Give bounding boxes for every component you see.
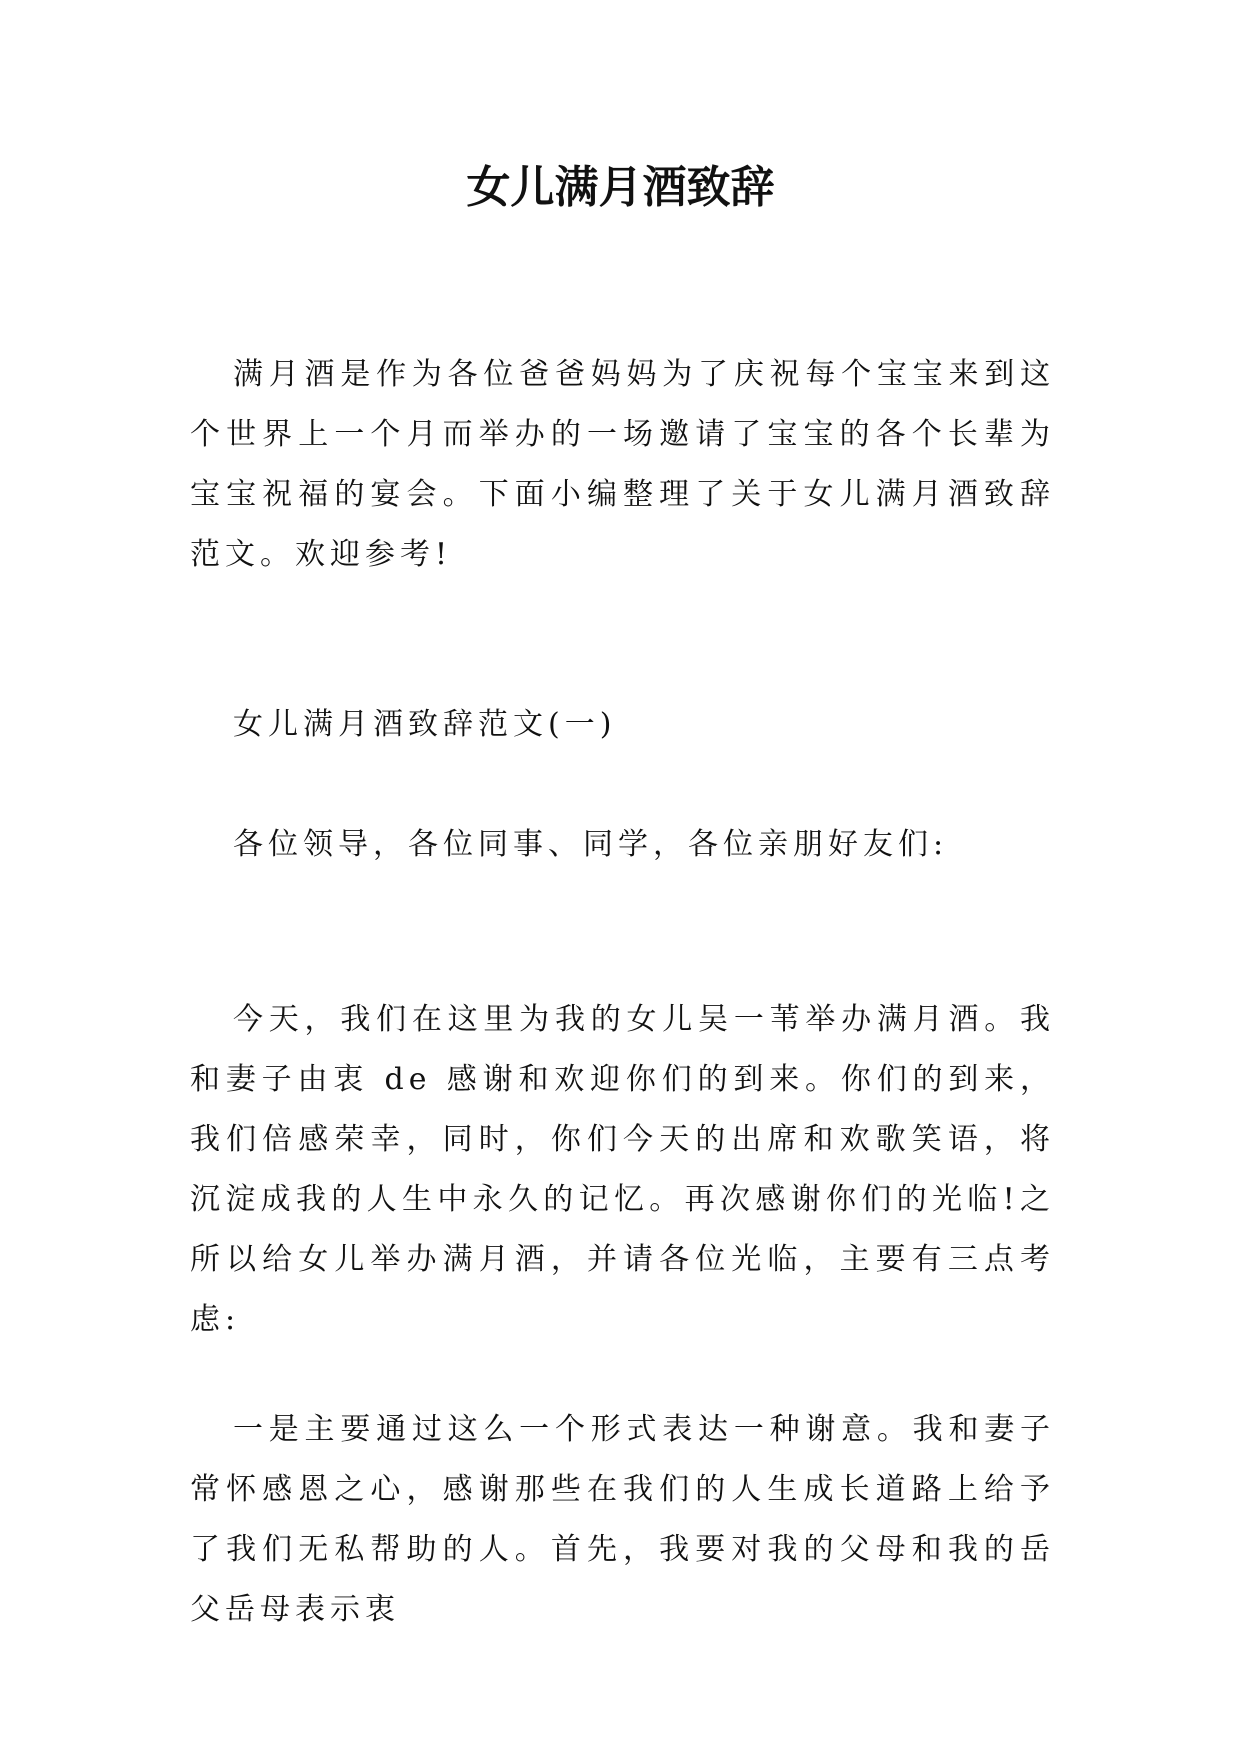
section-heading: 女儿满月酒致辞范文(一) xyxy=(233,707,617,742)
body-paragraph: 今天，我们在这里为我的女儿吴一苇举办满月酒。我和妻子由衷 de 感谢和欢迎你们的到来。你们的到来，我们倍感荣幸，同时，你们今天的出席和欢歌笑语，将沉淀成我的人生中永久的记忆。再次感谢你们的光临!之所以给女儿举办满月酒，并请各位光临，主要有三点考虑: xyxy=(190,1002,1055,1337)
body-paragraph: 一是主要通过这么一个形式表达一种谢意。我和妻子常怀感恩之心，感谢那些在我们的人生成长道路上给予了我们无私帮助的人。首先，我要对我的父母和我的岳父岳母表示衷 xyxy=(190,1412,1055,1627)
salutation-paragraph: 各位领导，各位同事、同学，各位亲朋好友们: xyxy=(233,827,949,862)
intro-paragraph: 满月酒是作为各位爸爸妈妈为了庆祝每个宝宝来到这个世界上一个月而举办的一场邀请了宝宝的各个长辈为宝宝祝福的宴会。下面小编整理了关于女儿满月酒致辞范文。欢迎参考! xyxy=(190,357,1055,572)
document-title: 女儿满月酒致辞 xyxy=(466,162,775,213)
